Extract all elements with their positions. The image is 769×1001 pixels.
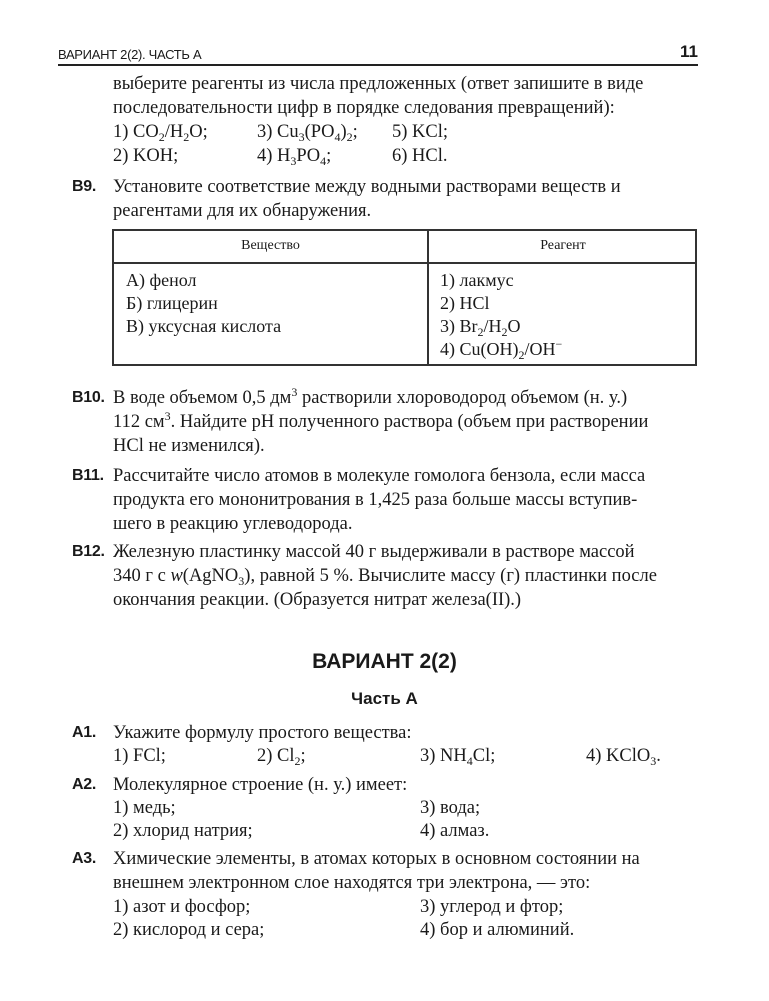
- variant-title: ВАРИАНТ 2(2): [312, 650, 457, 673]
- a2-option-2: 2) хлорид натрия;: [113, 821, 253, 841]
- b12-text-line: окончания реакции. (Образуется нитрат железа(II).): [113, 590, 522, 610]
- question-label-a1: A1.: [72, 724, 96, 741]
- part-title: Часть А: [351, 689, 418, 708]
- reagent-item: 3) $Br_2/H_2O$: [440, 316, 521, 339]
- reagent-item: 1) лакмус: [440, 270, 514, 290]
- question-label-b9: B9.: [72, 178, 96, 195]
- question-label-b12: B12.: [72, 543, 105, 560]
- a1-option-2: 2) $Cl_2$;: [257, 746, 306, 768]
- b10-text-line: HCl не изменился).: [113, 436, 265, 456]
- a1-question: Укажите формулу простого вещества:: [113, 723, 412, 743]
- b8-option-3: 3) $Cu_3(PO_4)_2$;: [257, 122, 358, 144]
- a3-option-4: 4) бор и алюминий.: [420, 920, 575, 940]
- b11-text-line: Рассчитайте число атомов в молекуле гомолога бензола, если масса: [113, 466, 646, 486]
- a3-text-line: внешнем электронном слое находятся три электрона, — это:: [113, 873, 591, 893]
- b9-text-line: Установите соответствие между водными растворами веществ и: [113, 177, 621, 197]
- substance-item: А) фенол: [126, 270, 197, 290]
- question-label-b11: B11.: [72, 467, 104, 484]
- b11-text-line: шего в реакцию углеводорода.: [113, 514, 353, 534]
- a3-option-1: 1) азот и фосфор;: [113, 897, 251, 917]
- question-label-a2: A2.: [72, 776, 96, 793]
- matching-table: [112, 229, 697, 366]
- b8-option-2: 2) KOH;: [113, 146, 179, 166]
- question-label-b10: B10.: [72, 389, 105, 406]
- b8-text-line: выберите реагенты из числа предложенных (ответ запишите в виде: [113, 74, 644, 94]
- substance-item: В) уксусная кислота: [126, 316, 282, 336]
- b8-option-6: 6) HCl.: [392, 146, 448, 166]
- question-label-a3: A3.: [72, 850, 96, 867]
- reagent-item: 4) $Cu(OH)_2/OH^-$: [440, 337, 563, 362]
- substance-item: Б) глицерин: [126, 293, 218, 313]
- table-header-substance: Вещество: [241, 238, 300, 253]
- b12-text-line: Железную пластинку массой 40 г выдерживали в растворе массой: [113, 542, 635, 562]
- running-head-title: ВАРИАНТ 2(2). ЧАСТЬ А: [58, 47, 202, 62]
- a3-option-2: 2) кислород и сера;: [113, 920, 265, 940]
- a2-option-1: 1) медь;: [113, 798, 176, 818]
- b10-text-line: 112 $см^3$. Найдите pH полученного раствора (объем при растворении: [113, 409, 649, 432]
- a3-option-3: 3) углерод и фтор;: [420, 897, 564, 917]
- b11-text-line: продукта его мононитрования в 1,425 раза больше массы вступив-: [113, 490, 638, 510]
- a1-option-1: 1) FCl;: [113, 746, 166, 766]
- b8-option-5: 5) KCl;: [392, 122, 449, 142]
- b9-text-line: реагентами для их обнаружения.: [113, 201, 372, 221]
- b12-text-line: 340 г с w(AgNO$_3$), равной 5 %. Вычислите массу (г) пластинки после: [113, 566, 657, 588]
- page-number: 11: [680, 42, 698, 61]
- table-header-reagent: Реагент: [540, 238, 586, 253]
- a3-text-line: Химические элементы, в атомах которых в основном состоянии на: [113, 849, 640, 869]
- a1-option-3: 3) $NH_4Cl$;: [420, 746, 496, 768]
- a2-question: Молекулярное строение (н. у.) имеет:: [113, 775, 408, 795]
- a2-option-4: 4) алмаз.: [420, 821, 490, 841]
- b10-text-line: В воде объемом 0,5 $дм^3$ растворили хлороводород объемом (н. у.): [113, 385, 628, 408]
- a2-option-3: 3) вода;: [420, 798, 481, 818]
- b8-option-1: 1) $CO_2/H_2O$;: [113, 122, 208, 144]
- running-head: [58, 44, 698, 66]
- b8-option-4: 4) $H_3PO_4$;: [257, 146, 332, 168]
- b8-text-line: последовательности цифр в порядке следования превращений):: [113, 98, 615, 118]
- reagent-item: 2) HCl: [440, 293, 490, 313]
- a1-option-4: 4) KClO$_3$.: [586, 746, 661, 768]
